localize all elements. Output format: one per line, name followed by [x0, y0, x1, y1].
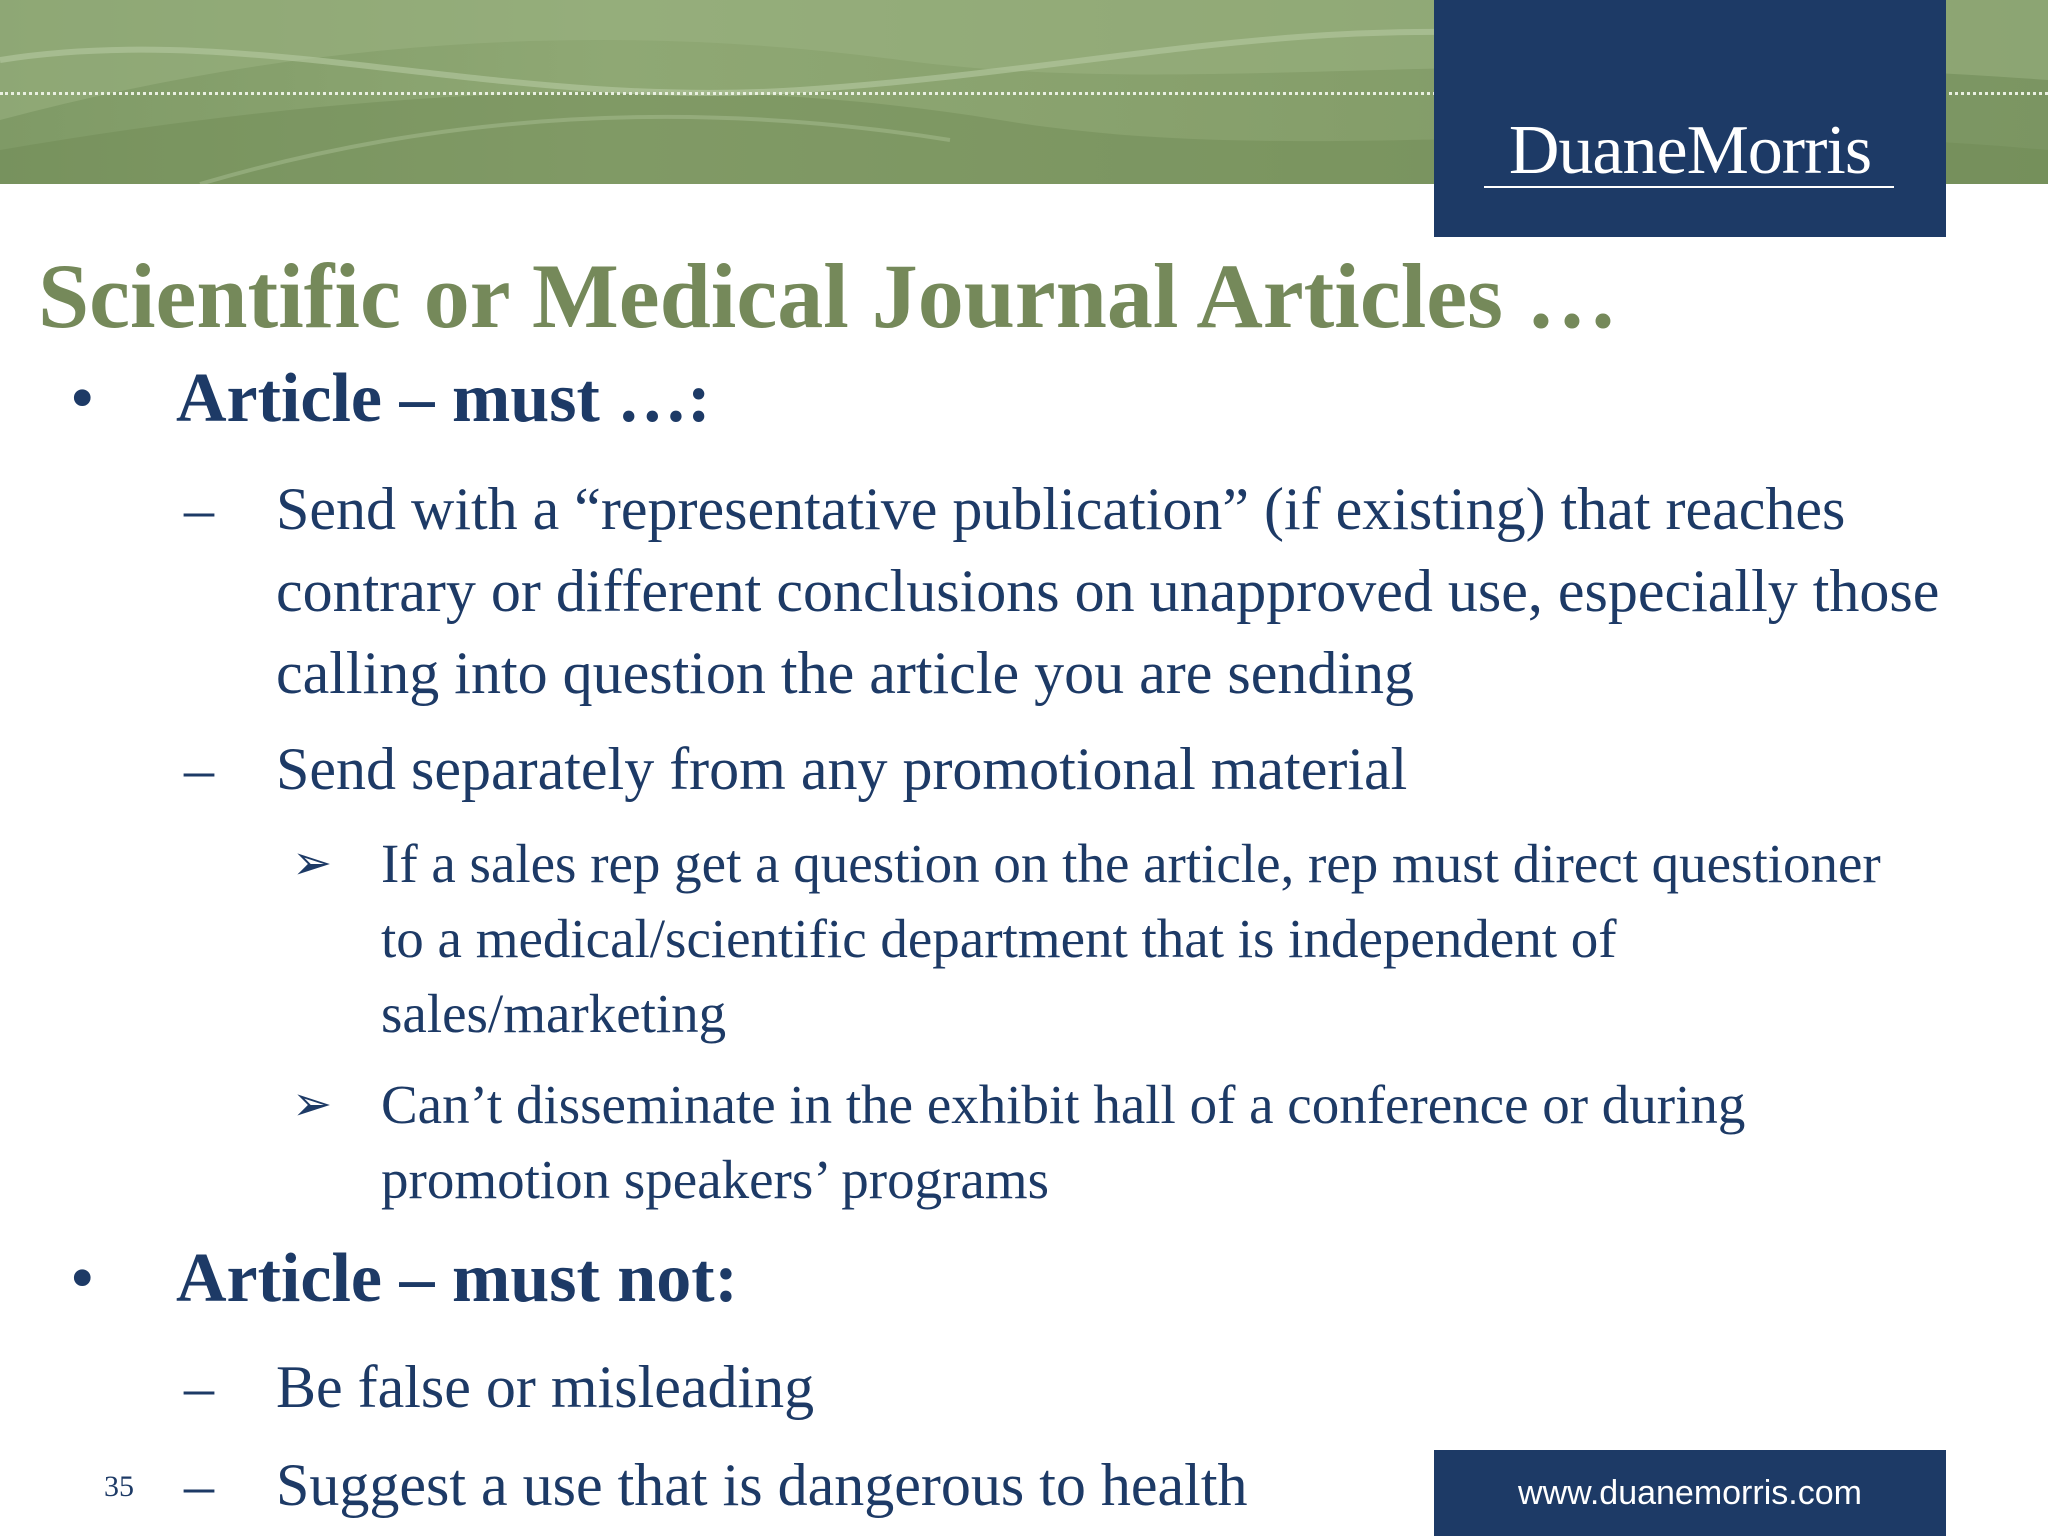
dash-marker: –	[184, 1452, 214, 1518]
sub-bullet-text: Send with a “representative publication” (if existing) that reaches contrary or different conclusions on unapproved use, especially those calling into question the article you are sending	[276, 476, 1940, 706]
sub-bullet-text: Be false or misleading	[276, 1354, 815, 1420]
arrow-marker-icon: ➢	[292, 1076, 333, 1132]
sub-bullet-false-misleading	[184, 1346, 1984, 1428]
arrow-item-text: If a sales rep get a question on the article, rep must direct questioner to a medical/scientific department that is independent of sales/marketing	[381, 833, 1881, 1044]
logo-wordmark: DuaneMorris	[1508, 112, 1872, 189]
arrow-item-text: Can’t disseminate in the exhibit hall of a conference or during promotion speakers’ programs	[381, 1074, 1746, 1210]
bullet-marker: •	[70, 1240, 95, 1317]
footer-url: www.duanemorris.com	[1518, 1474, 1862, 1512]
arrow-item-sales-rep	[292, 826, 1912, 1051]
slide-title: Scientific or Medical Journal Articles …	[38, 245, 1618, 347]
arrow-item-exhibit-hall	[292, 1067, 1912, 1217]
dash-marker: –	[184, 476, 214, 542]
bullet-must-not	[70, 1240, 738, 1317]
duane-morris-logo	[1434, 0, 1946, 237]
sub-bullet-representative-publication	[184, 468, 1984, 714]
bullet-text: Article – must …:	[176, 360, 711, 437]
logo-underline	[1484, 186, 1894, 188]
bullet-must	[70, 360, 711, 437]
sub-bullet-text: Send separately from any promotional material	[276, 736, 1408, 802]
page-number: 35	[104, 1470, 134, 1503]
footer-url-box	[1434, 1450, 1946, 1536]
bullet-text: Article – must not:	[176, 1240, 738, 1317]
arrow-marker-icon: ➢	[292, 835, 333, 891]
sub-bullet-text: Suggest a use that is dangerous to health	[276, 1452, 1248, 1518]
dash-marker: –	[184, 1354, 214, 1420]
sub-bullet-send-separately	[184, 728, 1984, 810]
bullet-marker: •	[70, 360, 95, 437]
dash-marker: –	[184, 736, 214, 802]
